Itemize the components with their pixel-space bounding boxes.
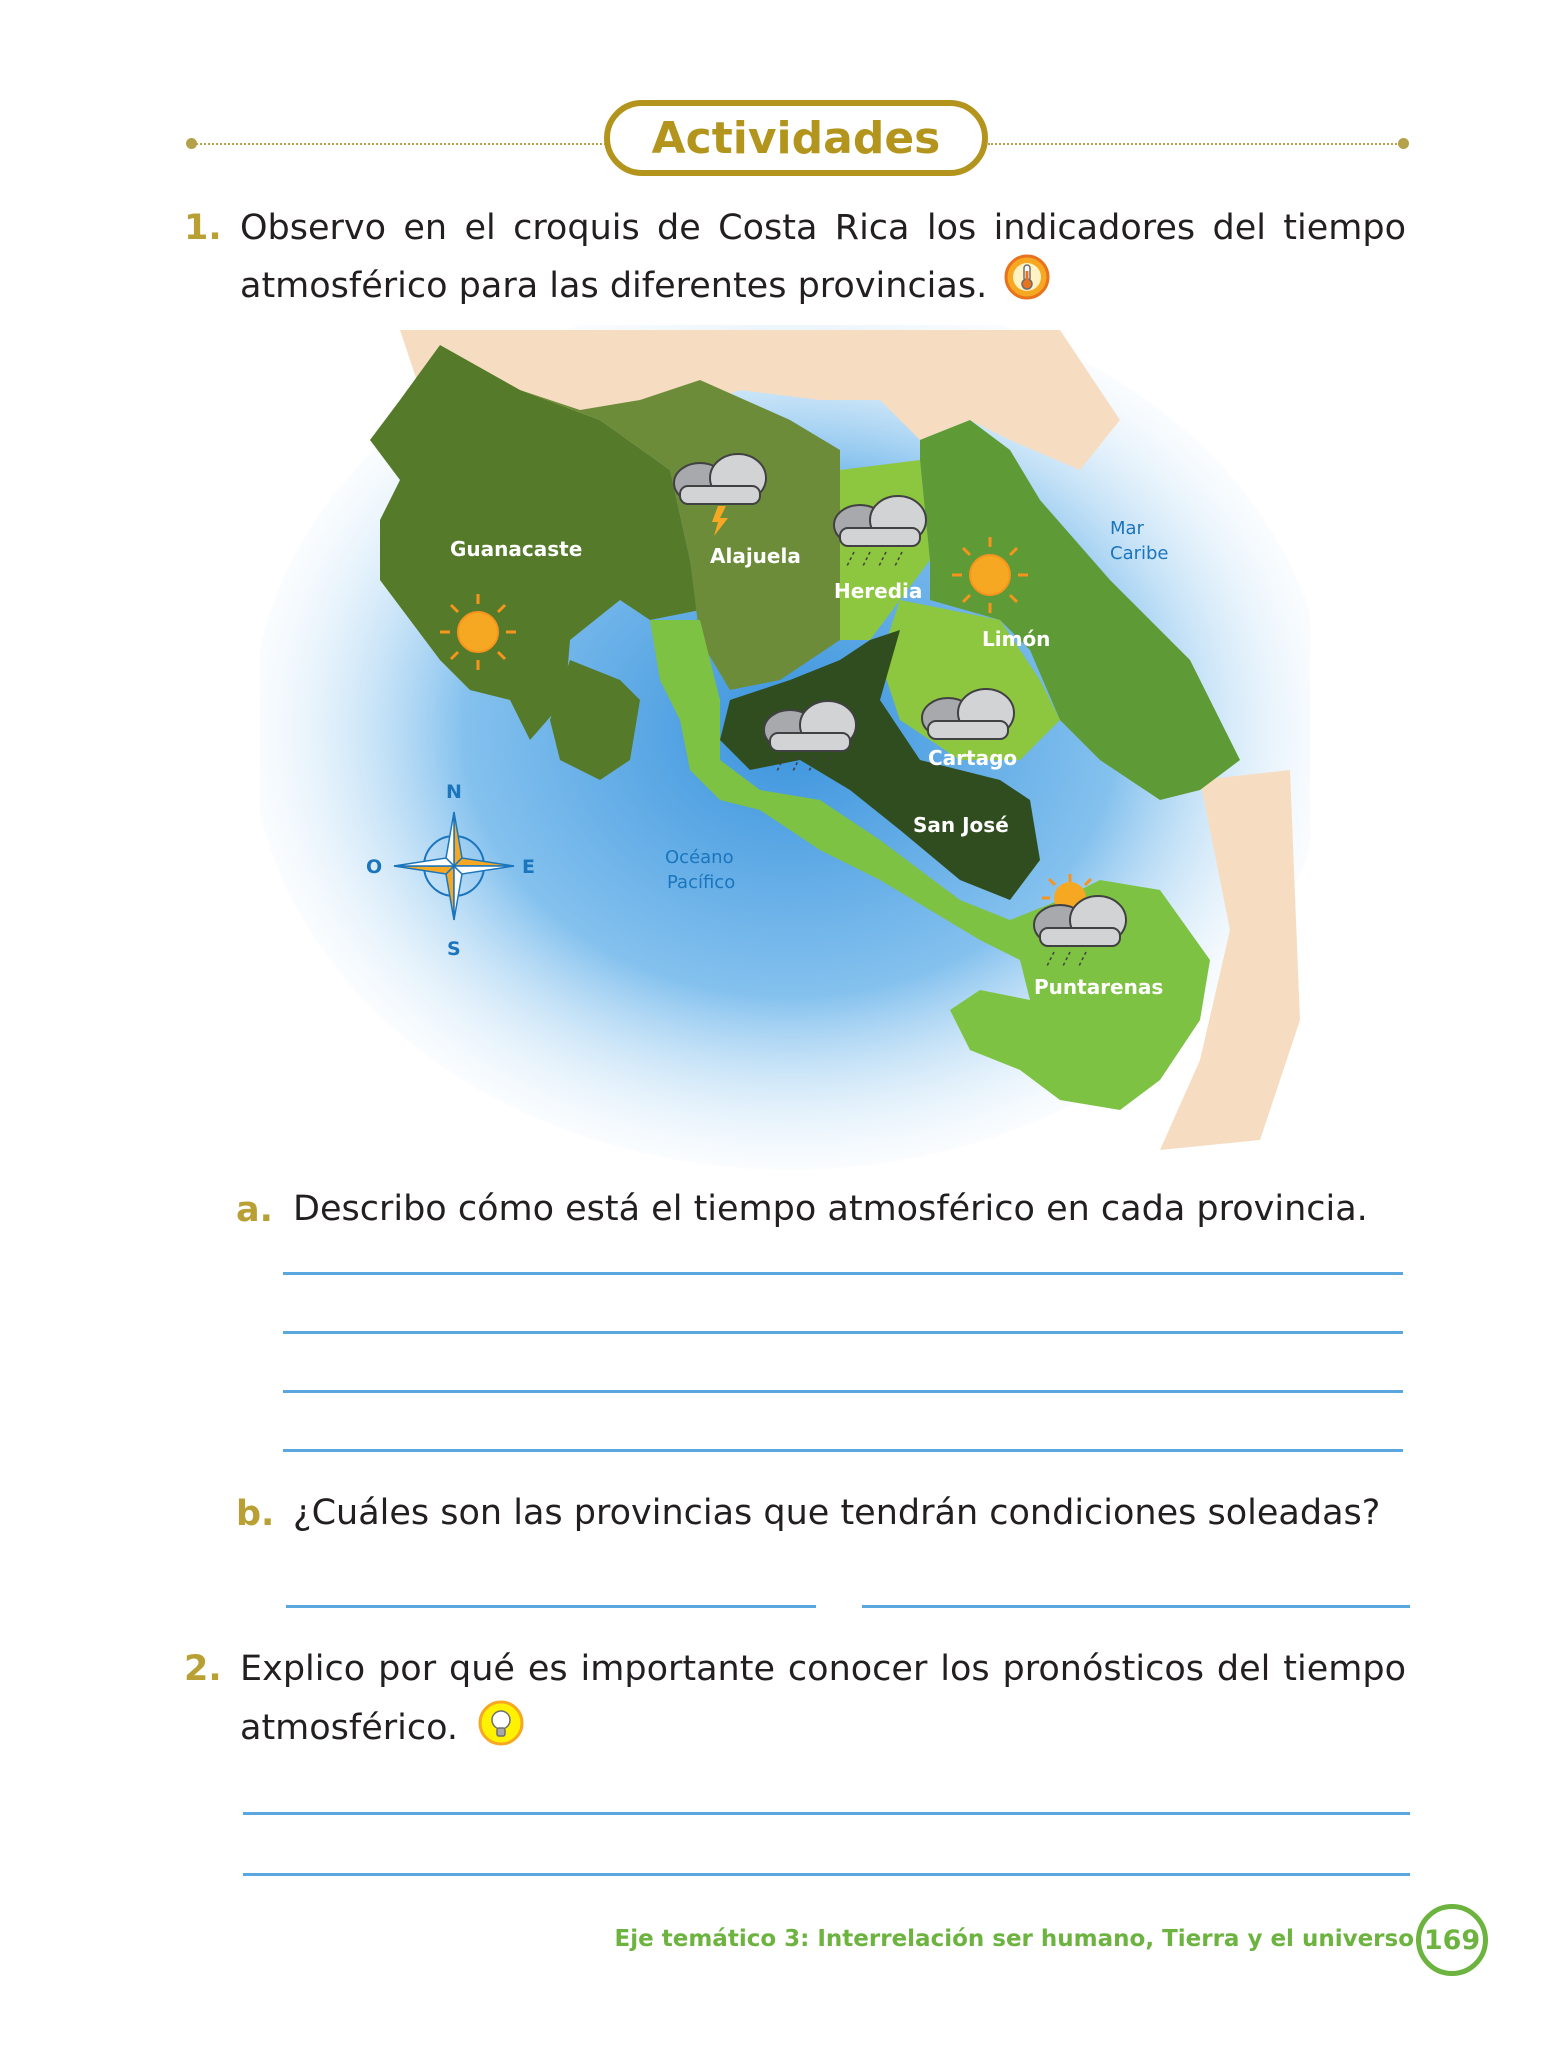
page-number: 169 <box>1423 1924 1481 1956</box>
page-number-badge <box>1416 1904 1488 1976</box>
question-2-line-1: Explico por qué es importante conocer los pronósticos del tiempo <box>240 1649 1406 1689</box>
answer-line-2-2[interactable] <box>243 1873 1410 1876</box>
costa-rica-map <box>260 325 1310 1175</box>
label-pacifico: Pacífico <box>667 872 736 893</box>
question-2-number: 2. <box>184 1649 222 1689</box>
label-guanacaste: Guanacaste <box>450 537 583 561</box>
answer-line-a-2[interactable] <box>283 1331 1403 1334</box>
answer-line-b-1[interactable] <box>286 1605 816 1608</box>
question-1-line-2: atmosférico para las diferentes provincias. <box>240 266 988 306</box>
label-caribe: Caribe <box>1110 543 1169 564</box>
answer-line-a-1[interactable] <box>283 1272 1403 1275</box>
label-mar: Mar <box>1110 518 1144 539</box>
compass-s: S <box>447 938 461 960</box>
question-a-letter: a. <box>236 1190 273 1230</box>
header-right-dot <box>1398 138 1409 149</box>
question-b-text: ¿Cuáles son las provincias que tendrán condiciones soleadas? <box>293 1493 1381 1533</box>
label-puntarenas: Puntarenas <box>1034 975 1164 999</box>
page-title: Actividades <box>651 112 941 164</box>
header-badge <box>604 100 988 176</box>
answer-line-a-3[interactable] <box>283 1390 1403 1393</box>
label-cartago: Cartago <box>928 746 1018 770</box>
question-1-number: 1. <box>184 208 222 248</box>
answer-line-b-2[interactable] <box>862 1605 1410 1608</box>
header-left-rule <box>196 143 606 145</box>
compass-o: O <box>366 856 383 878</box>
answer-line-a-4[interactable] <box>283 1449 1403 1452</box>
label-limon: Limón <box>982 627 1051 651</box>
compass-e: E <box>522 856 535 878</box>
compass-n: N <box>446 781 462 803</box>
label-alajuela: Alajuela <box>710 544 801 568</box>
header-right-rule <box>988 143 1400 145</box>
question-2-line-2: atmosférico. <box>240 1708 459 1748</box>
question-b-letter: b. <box>236 1494 275 1534</box>
thermometer-icon <box>1004 254 1050 300</box>
answer-line-2-1[interactable] <box>243 1812 1410 1815</box>
lightbulb-icon <box>478 1700 524 1746</box>
question-1-line-1: Observo en el croquis de Costa Rica los indicadores del tiempo <box>240 208 1406 248</box>
question-a-text: Describo cómo está el tiempo atmosférico en cada provincia. <box>293 1189 1368 1229</box>
label-heredia: Heredia <box>834 579 923 603</box>
label-oceano: Océano <box>665 847 734 868</box>
label-san-jose: San José <box>913 813 1009 837</box>
footer-axis-title: Eje temático 3: Interrelación ser humano, Tierra y el universo <box>614 1926 1414 1952</box>
